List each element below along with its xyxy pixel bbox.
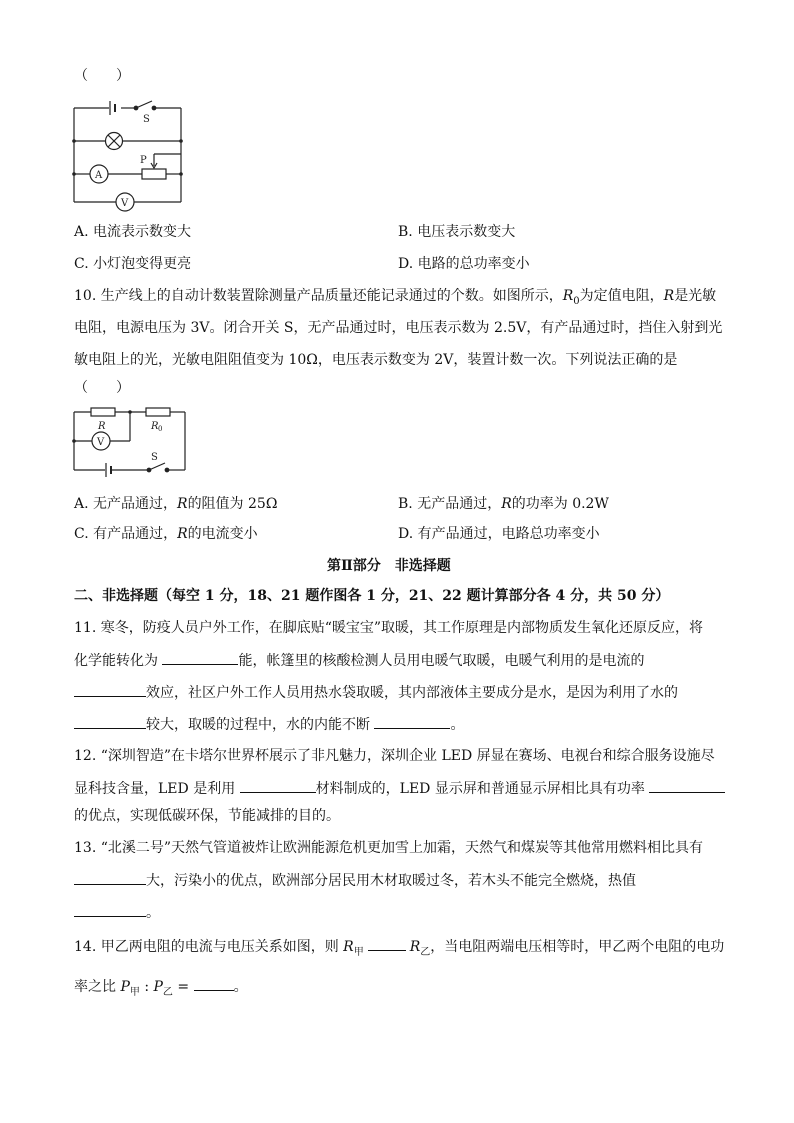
q14-line2: 率之比 $P_甲$ : $P_乙$ = 。 bbox=[74, 976, 248, 1003]
q9-ammeter-label: A bbox=[95, 170, 103, 181]
q10-line2: 电阻，电源电压为 3V。闭合开关 S，无产品通过时，电压表示数为 2.5V，有产品通过时，挡住入射到光 bbox=[74, 320, 723, 336]
section2-title: 第Ⅱ部分 非选择题 bbox=[327, 558, 451, 574]
q10-switch bbox=[149, 463, 165, 470]
q10-option-b: B. 无产品通过，R的功率为 0.2W bbox=[398, 496, 609, 512]
q12-line1: 12. “深圳智造”在卡塔尔世界杯展示了非凡魅力，深圳企业 LED 屏显在赛场、电视台和综合服务设施尽 bbox=[74, 748, 715, 764]
q9-voltmeter-label: V bbox=[121, 198, 129, 209]
q14-line1: 14. 甲乙两电阻的电流与电压关系如图，则 $R_甲$ $R_乙$，当电阻两端电压相等时，甲乙两个电阻的电功 bbox=[74, 936, 724, 963]
q13-blank-1[interactable] bbox=[74, 870, 146, 885]
q11-blank-2[interactable] bbox=[74, 682, 146, 697]
q11-line4: 较大，取暖的过程中，水的内能不断 。 bbox=[74, 714, 464, 735]
q13-line1: 13. “北溪二号”天然气管道被炸让欧洲能源危机更加雪上加霜，天然气和煤炭等其他常用燃料相比具有 bbox=[74, 840, 704, 856]
q11-line2: 化学能转化为 能，帐篷里的核酸检测人员用电暖气取暖，电暖气利用的是电流的 bbox=[74, 650, 644, 671]
q9-option-a: A. 电流表示数变大 bbox=[74, 224, 192, 240]
q14-blank-1[interactable] bbox=[368, 936, 406, 951]
q11-blank-3[interactable] bbox=[74, 714, 146, 729]
q10-line3: 敏电阻上的光，光敏电阻阻值变为 10Ω，电压表示数变为 2V，装置计数一次。下列说法正确的是 bbox=[74, 352, 678, 368]
q10-option-c: C. 有产品通过，R的电流变小 bbox=[74, 526, 258, 542]
q10-r-label: R bbox=[98, 421, 106, 432]
q10-circuit-diagram bbox=[69, 404, 194, 494]
q10-resistor-r0 bbox=[146, 408, 170, 416]
q12-line3: 的优点，实现低碳环保，节能减排的目的。 bbox=[74, 808, 340, 824]
q10-voltmeter-label: V bbox=[97, 437, 105, 448]
q11-blank-4[interactable] bbox=[374, 714, 450, 729]
q10-resistor-r bbox=[91, 408, 115, 416]
q11-line1: 11. 寒冬，防疫人员户外工作，在脚底贴“暖宝宝”取暖，其工作原理是内部物质发生氧化还原反应，将 bbox=[74, 620, 704, 636]
q9-option-b: B. 电压表示数变大 bbox=[398, 224, 516, 240]
q10-switch-label: S bbox=[151, 452, 158, 463]
q9-switch bbox=[136, 101, 152, 108]
q9-rheostat bbox=[142, 169, 166, 179]
section2-heading: 二、非选择题（每空 1 分，18、21 题作图各 1 分，21、22 题计算部分各 4 分，共 50 分） bbox=[74, 588, 670, 604]
q10-option-a: A. 无产品通过，R的阻值为 25Ω bbox=[74, 496, 278, 512]
q9-switch-label: S bbox=[143, 114, 150, 125]
q12-blank-1[interactable] bbox=[240, 778, 316, 793]
q10-r0-label: R bbox=[151, 421, 159, 432]
q9-paren: （ ） bbox=[74, 68, 130, 84]
q14-blank-2[interactable] bbox=[194, 976, 234, 991]
q13-line2: 大，污染小的优点，欧洲部分居民用木材取暖过冬，若木头不能完全燃烧，热值 bbox=[74, 870, 636, 891]
q10-option-d: D. 有产品通过，电路总功率变小 bbox=[398, 526, 600, 542]
q10-r0-sub: 0 bbox=[158, 425, 163, 433]
q13-line3: 。 bbox=[74, 902, 160, 923]
q10-paren: （ ） bbox=[74, 380, 130, 396]
q12-blank-2[interactable] bbox=[649, 778, 725, 793]
q13-blank-2[interactable] bbox=[74, 902, 146, 917]
q12-line2: 显科技含量，LED 是利用 材料制成的，LED 显示屏和普通显示屏相比具有功率 bbox=[74, 778, 725, 799]
q9-option-d: D. 电路的总功率变小 bbox=[398, 256, 530, 272]
q9-option-c: C. 小灯泡变得更亮 bbox=[74, 256, 192, 272]
q9-slider-label: P bbox=[140, 155, 147, 166]
q11-line3: 效应，社区户外工作人员用热水袋取暖，其内部液体主要成分是水，是因为利用了水的 bbox=[74, 682, 678, 703]
q10-line1: 10. 生产线上的自动计数装置除测量产品质量还能记录通过的个数。如图所示，$R_0$为定值电阻，R是光敏 bbox=[74, 288, 717, 307]
q11-blank-1[interactable] bbox=[162, 650, 238, 665]
q9-circuit-diagram bbox=[68, 92, 198, 212]
